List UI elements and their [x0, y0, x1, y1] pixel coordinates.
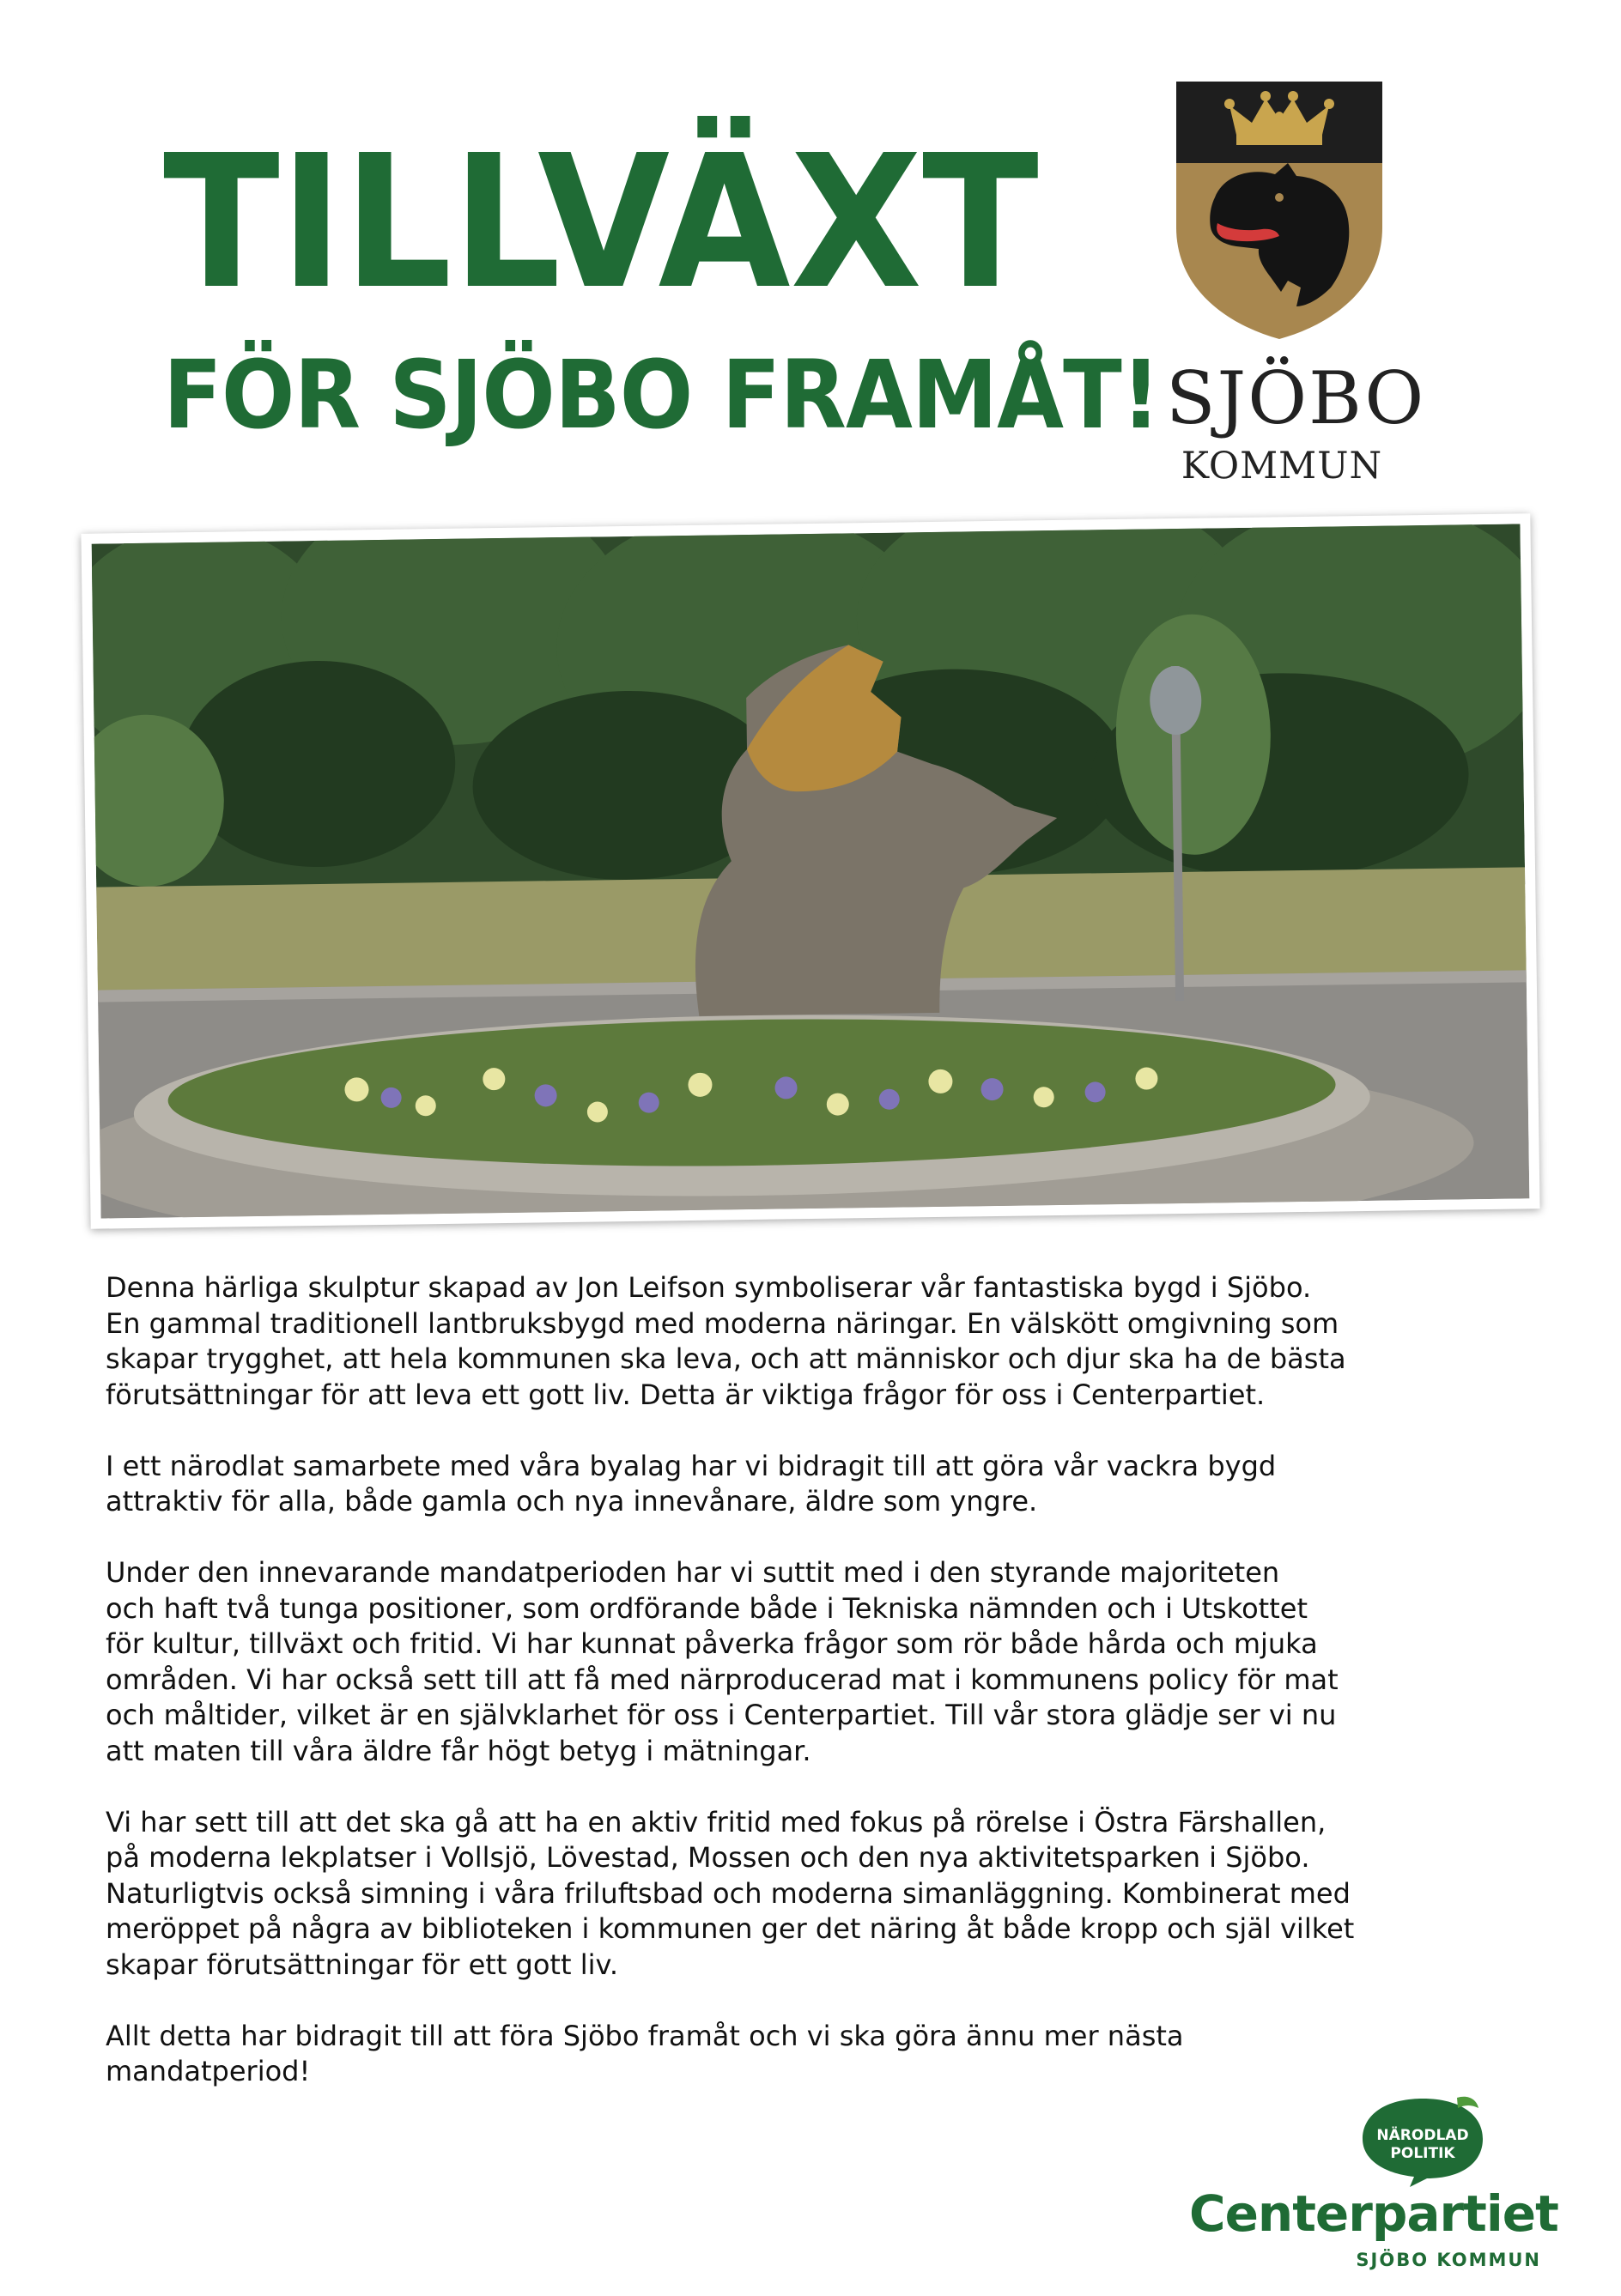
text-line: och måltider, vilket är en självklarhet för oss i Centerpartiet. Till vår stora glädje ser vi nu [106, 1699, 1337, 1731]
text-line: skapar trygghet, att hela kommunen ska leva, och att människor och djur ska ha de bästa [106, 1342, 1346, 1375]
paragraph-5 [106, 2019, 1531, 2090]
text-line: skapar förutsättningar för ett gott liv. [106, 1948, 619, 1981]
paragraph-2 [106, 1449, 1531, 1520]
text-line: Vi har sett till att det ska gå att ha en aktiv fritid med fokus på rörelse i Östra Färshallen, [106, 1805, 1327, 1839]
party-name: Centerpartiet [1189, 2184, 1558, 2243]
kommun-sub: KOMMUN [1181, 445, 1383, 488]
text-line: En gammal traditionell lantbruksbygd med moderna näringar. En välskött omgivning som [106, 1306, 1339, 1340]
text-line: att maten till våra äldre får högt betyg i mätningar. [106, 1734, 811, 1767]
paragraph-4 [106, 1805, 1531, 1984]
paragraph-1 [106, 1270, 1531, 1413]
headline-subtitle: FÖR SJÖBO FRAMÅT! [163, 340, 1160, 450]
text-line: områden. Vi har också sett till att få med närproducerad mat i kommunens policy för mat [106, 1663, 1339, 1696]
body-text [106, 1270, 1531, 2125]
text-line: mandatperiod! [106, 2055, 311, 2087]
headline-title: TILLVÄXT [163, 116, 1039, 330]
kommun-name: SJÖBO [1166, 356, 1426, 440]
badge-line-1: NÄRODLAD [1376, 2127, 1469, 2144]
text-line: meröppet på några av biblioteken i kommunen ger det näring åt både kropp och själ vilket [106, 1912, 1355, 1945]
bear-sculpture-roundabout-photo [92, 524, 1530, 1218]
text-line: Naturligtvis också simning i våra friluftsbad och moderna simanläggning. Kombinerat med [106, 1876, 1351, 1910]
text-line: på moderna lekplatser i Vollsjö, Lövestad, Mossen och den nya aktivitetsparken i Sjöbo. [106, 1841, 1310, 1874]
text-line: I ett närodlat samarbete med våra byalag har vi bidragit till att göra vår vackra bygd [106, 1449, 1277, 1482]
text-line: Under den innevarande mandatperioden har vi suttit med i den styrande majoriteten [106, 1556, 1280, 1589]
coat-of-arms-bear-crown-icon [1176, 82, 1382, 339]
photo-frame [81, 513, 1539, 1228]
party-sub: SJÖBO KOMMUN [1356, 2250, 1541, 2270]
paragraph-3 [106, 1555, 1531, 1769]
text-line: Denna härliga skulptur skapad av Jon Leifson symboliserar vår fantastiska bygd i Sjöbo. [106, 1271, 1312, 1304]
badge-line-2: POLITIK [1390, 2145, 1455, 2162]
text-line: förutsättningar för att leva ett gott liv. Detta är viktiga frågor för oss i Centerpartiet. [106, 1378, 1266, 1411]
text-line: attraktiv för alla, både gamla och nya innevånare, äldre som yngre. [106, 1485, 1038, 1518]
text-line: Allt detta har bidragit till att föra Sjöbo framåt och vi ska göra ännu mer nästa [106, 2019, 1184, 2052]
text-line: och haft två tunga positioner, som ordförande både i Tekniska nämnden och i Utskottet [106, 1591, 1308, 1625]
text-line: för kultur, tillväxt och fritid. Vi har kunnat påverka frågor som rör både hårda och mjuka [106, 1627, 1318, 1660]
